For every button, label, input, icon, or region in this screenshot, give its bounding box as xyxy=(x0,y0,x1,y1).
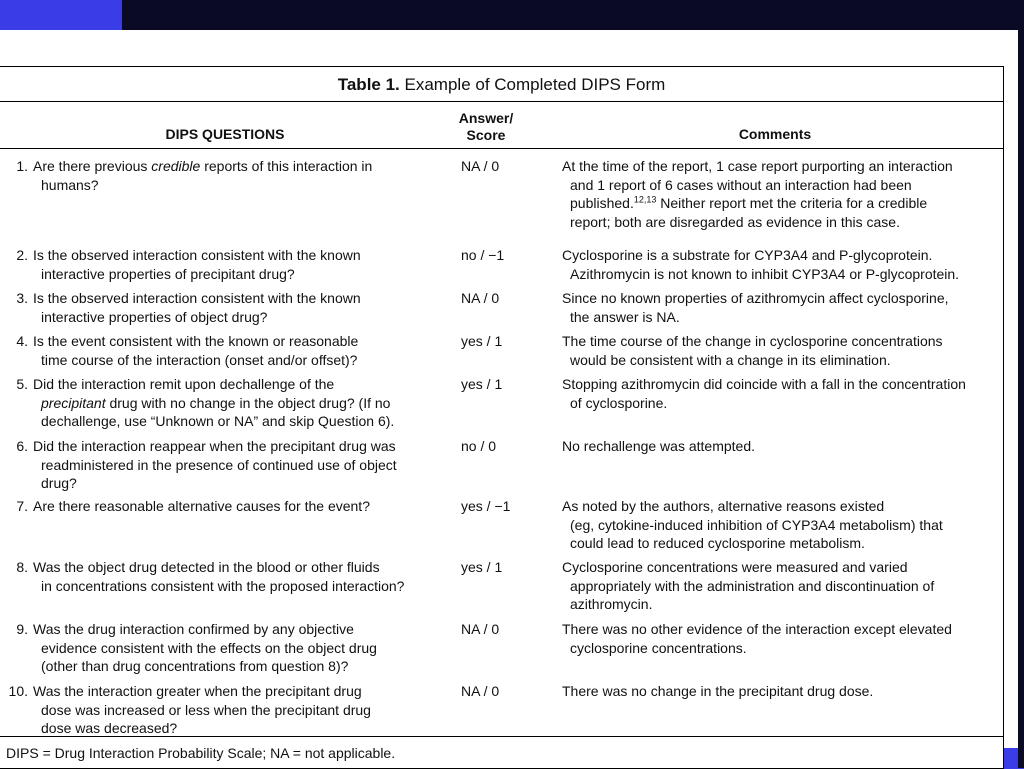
comment-line: cyclosporine concentrations. xyxy=(570,639,747,656)
question-line: time course of the interaction (onset and/or offset)? xyxy=(41,351,358,368)
header-comments: Comments xyxy=(738,126,812,142)
comment-text xyxy=(562,620,1002,657)
question-text xyxy=(33,682,433,738)
table-footnote: DIPS = Drug Interaction Probability Scale; NA = not applicable. xyxy=(6,745,396,761)
text-run: Was the interaction greater when the precipitant drug xyxy=(33,683,362,699)
answer-score: no / 0 xyxy=(461,438,497,454)
question-line xyxy=(33,437,433,456)
text-run: Is the event consistent with the known or reasonable xyxy=(33,333,359,349)
question-number: 6. xyxy=(16,438,28,454)
question-number: 7. xyxy=(16,498,28,514)
top-dark-band xyxy=(0,0,1024,30)
question-line: interactive properties of object drug? xyxy=(41,308,268,325)
question-line xyxy=(33,682,433,701)
text-run: Is the observed interaction consistent with the known xyxy=(33,290,361,306)
question-number: 1. xyxy=(16,158,28,174)
comment-line: No rechallenge was attempted. xyxy=(562,438,755,454)
question-line xyxy=(33,412,433,431)
comment-line: The time course of the change in cyclosporine concentrations xyxy=(562,333,943,349)
question-number: 10. xyxy=(8,683,28,699)
text-run: Is the observed interaction consistent with the known xyxy=(33,247,361,263)
caption-divider xyxy=(0,101,1003,102)
text-run: Was the drug interaction confirmed by any objective xyxy=(33,621,354,637)
question-line: (other than drug concentrations from question 8)? xyxy=(41,658,349,674)
header-answer xyxy=(436,110,536,144)
question-number: 5. xyxy=(16,376,28,392)
comment-line: Cyclosporine concentrations were measured and varied xyxy=(562,559,908,575)
text-run: drug with no change in the object drug? (If no xyxy=(105,394,391,411)
comment-line: Since no known properties of azithromycin affect cyclosporine, xyxy=(562,290,949,306)
question-line: dose was increased or less when the precipitant drug xyxy=(41,701,371,718)
question-line: drug? xyxy=(41,475,77,491)
question-line xyxy=(33,289,433,308)
answer-score: yes / 1 xyxy=(461,376,503,392)
question-line: evidence consistent with the effects on the object drug xyxy=(41,639,377,656)
question-line xyxy=(33,497,433,516)
top-left-accent xyxy=(0,0,122,30)
comment-text xyxy=(562,332,1002,369)
question-line: readministered in the presence of continued use of object xyxy=(41,456,397,473)
question-text xyxy=(33,558,433,595)
comment-text xyxy=(562,682,1002,701)
comment-line: of cyclosporine. xyxy=(570,394,668,411)
question-text xyxy=(33,289,433,326)
question-number: 8. xyxy=(16,559,28,575)
question-line xyxy=(33,332,433,351)
comment-line: There was no change in the precipitant drug dose. xyxy=(562,683,874,699)
question-text xyxy=(33,246,433,283)
right-dark-band xyxy=(1018,0,1024,768)
comment-text xyxy=(562,157,1002,231)
question-line: humans? xyxy=(41,176,99,193)
comment-text xyxy=(562,246,1002,283)
comment-text xyxy=(562,558,1002,614)
question-text xyxy=(33,437,433,493)
question-number: 2. xyxy=(16,247,28,263)
comment-line: Stopping azithromycin did coincide with a fall in the concentration xyxy=(562,376,966,392)
comment-line: Cyclosporine is a substrate for CYP3A4 and P-glycoprotein. xyxy=(562,247,933,263)
question-line: in concentrations consistent with the proposed interaction? xyxy=(41,577,405,594)
comment-line: report; both are disregarded as evidence in this case. xyxy=(570,213,900,230)
question-text xyxy=(33,375,433,431)
comment-text xyxy=(562,375,1002,412)
comment-line: As noted by the authors, alternative reasons existed xyxy=(562,498,885,514)
text-run: Was the object drug detected in the blood or other fluids xyxy=(33,559,380,575)
italic-text: precipitant xyxy=(41,394,106,411)
question-line xyxy=(33,246,433,265)
question-line xyxy=(33,375,433,394)
answer-score: NA / 0 xyxy=(461,621,500,637)
reference-superscript: 12,13 xyxy=(633,194,657,205)
question-line: dose was decreased? xyxy=(41,720,178,736)
answer-score: NA / 0 xyxy=(461,290,500,306)
text-run: reports of this interaction in xyxy=(200,158,373,174)
question-text xyxy=(33,332,433,369)
dips-table xyxy=(0,66,1004,769)
comment-line: the answer is NA. xyxy=(570,308,680,325)
comment-line: would be consistent with a change in its elimination. xyxy=(570,351,891,368)
comment-text xyxy=(562,497,1002,553)
comment-line: appropriately with the administration and discontinuation of xyxy=(570,577,935,594)
comment-text xyxy=(562,289,1002,326)
comment-line: published.$^{12,13}$ Neither report met the criteria for a credible xyxy=(570,194,928,211)
answer-score: yes / 1 xyxy=(461,333,503,349)
comment-line: Azithromycin is not known to inhibit CYP3A4 or P-glycoprotein. xyxy=(570,265,960,282)
question-text xyxy=(33,497,433,516)
text-run: dechallenge, use “Unknown or NA” and skip Question 6). xyxy=(41,413,395,429)
comment-text xyxy=(562,437,1002,456)
text-run: Are there reasonable alternative causes for the event? xyxy=(33,498,370,514)
answer-score: yes / −1 xyxy=(461,498,511,514)
question-line xyxy=(33,157,433,176)
comment-line: azithromycin. xyxy=(570,596,653,612)
table-caption xyxy=(0,75,1003,95)
slide-content xyxy=(0,30,1018,761)
answer-score: yes / 1 xyxy=(461,559,503,575)
question-line: interactive properties of precipitant drug? xyxy=(41,265,295,282)
question-line xyxy=(33,558,433,577)
question-text xyxy=(33,157,433,194)
header-divider xyxy=(0,148,1003,149)
caption-label: Table 1. xyxy=(337,75,400,94)
answer-score: NA / 0 xyxy=(461,158,500,174)
text-run: Are there previous xyxy=(33,158,152,174)
question-text xyxy=(33,620,433,676)
question-line xyxy=(33,394,433,413)
question-number: 9. xyxy=(16,621,28,637)
comment-line: and 1 report of 6 cases without an interaction had been xyxy=(570,176,912,193)
comment-line: could lead to reduced cyclosporine metabolism. xyxy=(570,535,865,551)
footnote-divider xyxy=(0,736,1003,737)
answer-score: NA / 0 xyxy=(461,683,500,699)
answer-score: no / −1 xyxy=(461,247,505,263)
header-answer-line1: Answer/ xyxy=(458,110,514,126)
comment-line: At the time of the report, 1 case report purporting an interaction xyxy=(562,158,953,174)
text-run: Did the interaction reappear when the precipitant drug was xyxy=(33,438,396,454)
question-number: 3. xyxy=(16,290,28,306)
question-number: 4. xyxy=(16,333,28,349)
italic-text: credible xyxy=(151,158,201,174)
comment-line: There was no other evidence of the interaction except elevated xyxy=(562,621,952,637)
caption-title: Example of Completed DIPS Form xyxy=(399,75,666,94)
text-run: Did the interaction remit upon dechallenge of the xyxy=(33,376,335,392)
header-questions: DIPS QUESTIONS xyxy=(165,126,285,142)
header-answer-line2: Score xyxy=(466,127,506,143)
comment-line: (eg, cytokine-induced inhibition of CYP3A4 metabolism) that xyxy=(570,516,943,533)
question-line xyxy=(33,620,433,639)
